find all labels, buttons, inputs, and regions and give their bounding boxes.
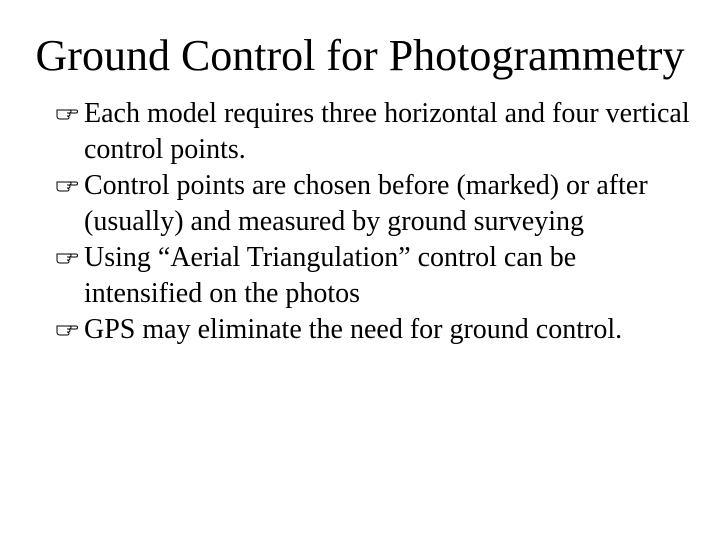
pointing-hand-icon [56,177,78,193]
bullet-text: Control points are chosen before (marked) or after (usually) and measured by ground surveying [84,170,648,237]
pointing-hand-icon [56,321,78,337]
bullet-item [56,312,696,348]
bullet-text: GPS may eliminate the need for ground control. [84,314,623,345]
bullet-item [56,96,696,168]
pointing-hand-icon [56,105,78,121]
slide-title: Ground Control for Photogrammetry [35,31,685,80]
bullet-text: Using “Aerial Triangulation” control can be intensified on the photos [84,242,577,309]
pointing-hand-icon [56,249,78,265]
bullet-item [56,168,696,240]
bullet-text: Each model requires three horizontal and four vertical control points. [84,98,690,165]
bullet-list [56,96,696,348]
bullet-item [56,240,696,312]
